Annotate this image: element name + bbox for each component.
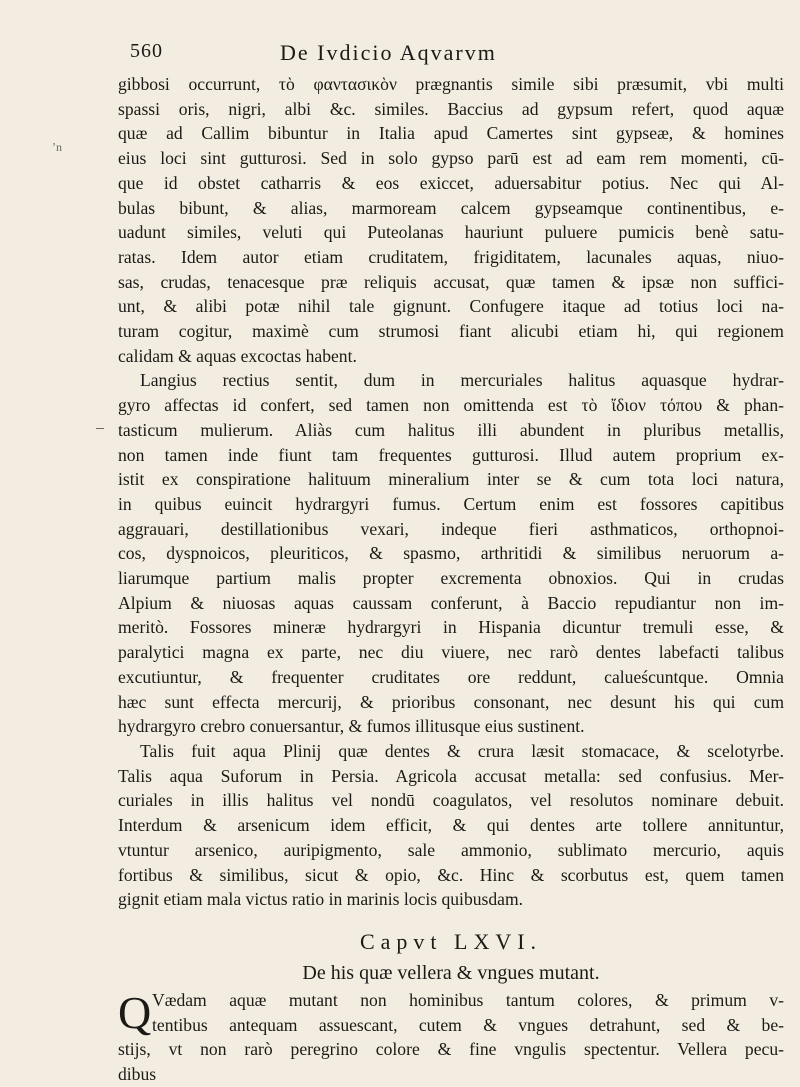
text-line: Talis aqua Suforum in Persia. Agricola accusat metalla: sed confusius. Mer- <box>118 765 784 786</box>
text-line: curiales in illis halitus vel nondū coagulatos, vel resolutos nominare debuit. <box>118 790 784 811</box>
chapter-opening-paragraph <box>118 988 784 1087</box>
paragraph <box>118 368 784 739</box>
text-line: Langius rectius sentit, dum in mercuriales halitus aquasque hydrar- <box>140 370 784 391</box>
page-header <box>130 40 770 70</box>
text-line: ratas. Idem autor etiam cruditatem, frigiditatem, lacunales aquas, niuo- <box>118 246 784 267</box>
margin-dash <box>96 428 104 429</box>
text-line: meritò. Fossores mineræ hydrargyri in Hispania dicuntur tremuli esse, & <box>118 617 784 638</box>
page-number: 560 <box>130 40 163 62</box>
text-line: excutiuntur, & frequenter cruditates ore reddunt, calueścuntque. Omnia <box>118 666 784 687</box>
text-line: non tamen inde fiunt tam frequentes gutturosi. Illud autem proprium ex- <box>118 444 784 465</box>
paragraphs <box>118 72 784 912</box>
paragraph <box>118 72 784 368</box>
drop-cap: Q <box>118 986 152 1038</box>
text-line: gignit etiam mala victus ratio in marinis locis quibusdam. <box>118 889 524 910</box>
text-line: gyro affectas id confert, sed tamen non omittenda est τὸ ἴδιον τόπου & phan- <box>118 395 784 416</box>
text-line: Interdum & arsenicum idem efficit, & qui dentes arte tollere annituntur, <box>118 815 784 836</box>
running-head: De Ivdicio Aqvarvm <box>280 40 497 65</box>
text-line: eius loci sint gutturosi. Sed in solo gypso parū est ad eam rem momenti, cū- <box>118 148 784 169</box>
text-line: hydrargyro crebro conuersantur, & fumos illitusque eius sustinent. <box>118 716 585 737</box>
text-line: gibbosi occurrunt, τὸ φαντασικὸν prægnantis simile sibi præsumit, vbi multi <box>118 74 784 94</box>
chapter-title: De his quæ vellera & vngues mutant. <box>302 961 600 984</box>
text-line: istit ex conspiratione halituum mineralium inter se & cum tota loci natura, <box>118 469 784 490</box>
text-line: turam cogitur, maximè cum strumosi fiant alicubi etiam hi, qui regionem <box>118 321 784 342</box>
text-line: vtuntur arsenico, auripigmento, sale ammonio, sublimato mercurio, aquis <box>118 839 784 860</box>
text-line: tentibus antequam assuescant, cutem & vngues detrahunt, sed & be- <box>152 1014 784 1035</box>
text-line: aggrauari, destillationibus vexari, indeque fieri asthmaticos, orthopnoi- <box>118 518 784 539</box>
text-line: stijs, vt non rarò peregrino colore & fine vngulis spectentur. Vellera pecu- <box>118 1039 784 1060</box>
text-line: hæc sunt effecta mercurij, & prioribus consonant, nec desunt his qui cum <box>118 691 784 712</box>
text-line: paralytici magna ex parte, nec diu viuere, nec rarò dentes labefacti talibus <box>118 642 784 663</box>
text-line: unt, & alibi potæ nihil tale gignunt. Confugere itaque ad totius loci na- <box>118 296 784 317</box>
text-line: calidam & aquas excoctas habent. <box>118 345 357 366</box>
catchword: dibus <box>118 1064 157 1085</box>
text-line: Alpium & niuosas aquas caussam conferunt, à Baccio repudiantur non im- <box>118 592 784 613</box>
text-line: liarumque partium malis propter excrementa obnoxios. Qui in crudas <box>118 568 784 589</box>
text-line: in quibus euincit hydrargyri fumus. Certum enim est fossores capitibus <box>118 493 784 514</box>
text-line: bulas bibunt, & alias, marmoream calcem gypseamque continentibus, e- <box>118 197 784 218</box>
text-line: sas, crudas, tenacesque præ reliquis accusat, quæ tamen & ipsæ non suffici- <box>118 271 784 292</box>
text-line: cos, dyspnoicos, pleuriticos, & spasmo, arthritidi & similibus neruorum a- <box>118 543 784 564</box>
text-line: quæ ad Callim bibuntur in Italia apud Camertes sint gypseæ, & homines <box>118 123 784 144</box>
text-line: Vædam aquæ mutant non hominibus tantum colores, & primum v- <box>152 989 784 1010</box>
text-line: que id obstet catharris & eos exiccet, aduersabitur potius. Nec qui Al- <box>118 172 784 193</box>
paragraph <box>118 739 784 912</box>
chapter-heading: Capvt LXVI. <box>359 928 543 954</box>
text-line: Talis fuit aqua Plinij quæ dentes & crura læsit stomacace, & scelotyrbe. <box>140 740 784 761</box>
text-line: spassi oris, nigri, albi &c. similes. Baccius ad gypsum refert, quod aquæ <box>118 98 784 119</box>
text-line: tasticum mulierum. Aliàs cum halitus illi abundent in pluribus metallis, <box>118 419 784 440</box>
text-line: uadunt similes, veluti qui Puteolanas hauriunt puluere pumicis benè satu- <box>118 222 784 243</box>
text-line: fortibus & similibus, sicut & opio, &c. Hinc & scorbutus est, quem tamen <box>118 864 784 885</box>
body-text <box>118 72 784 1087</box>
margin-mark: ʼn <box>52 140 62 154</box>
